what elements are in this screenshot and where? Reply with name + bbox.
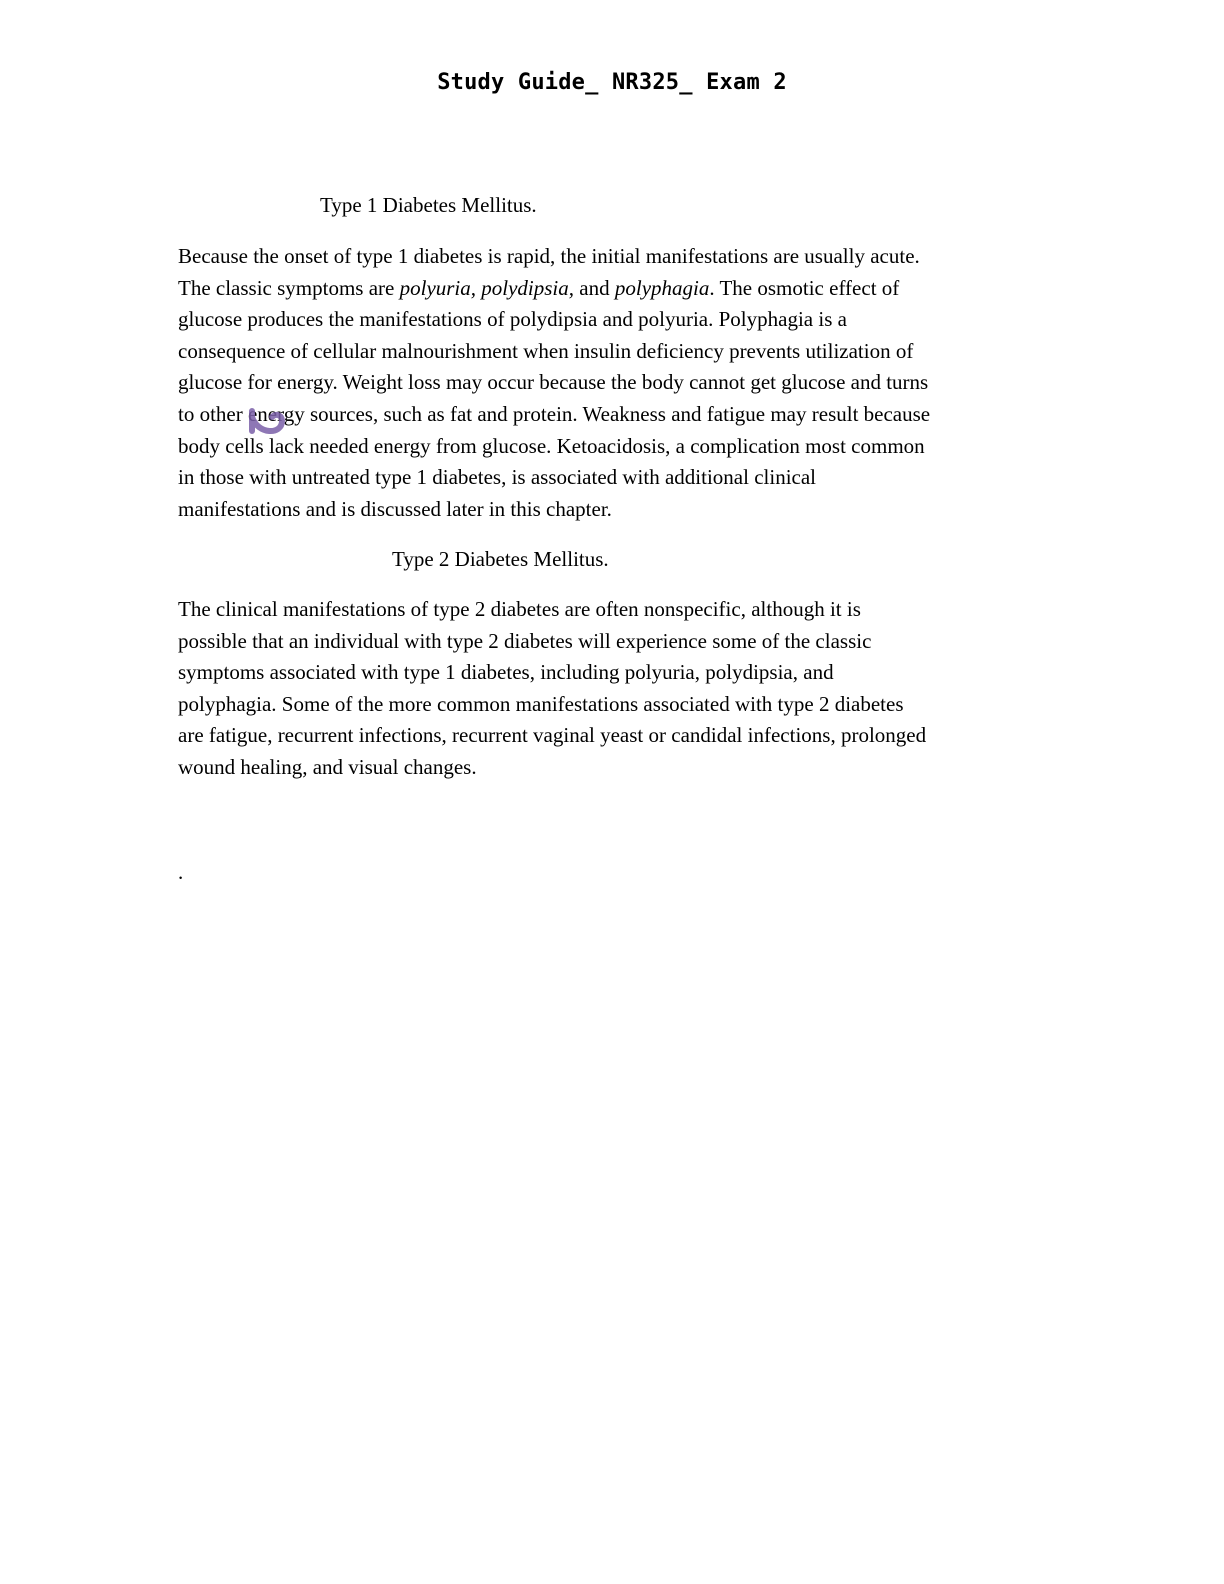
italic-term: polyuria, polydipsia, bbox=[399, 275, 575, 300]
paragraph-line bbox=[178, 241, 1038, 273]
paragraph-type-1 bbox=[178, 241, 1038, 525]
text-run: The classic symptoms are bbox=[178, 275, 400, 300]
paragraph-line bbox=[178, 494, 1038, 526]
text-run: symptoms associated with type 1 diabetes, including polyuria, polydipsia, and bbox=[178, 660, 834, 685]
paragraph-line bbox=[178, 626, 1038, 658]
text-run: in those with untreated type 1 diabetes, is associated with additional clinical bbox=[178, 465, 816, 490]
text-run: wound healing, and visual changes. bbox=[178, 754, 477, 779]
paragraph-line bbox=[178, 462, 1038, 494]
paragraph-line bbox=[178, 657, 1038, 689]
text-run: Because the onset of type 1 diabetes is rapid, the initial manifestations are usually acute. bbox=[178, 244, 920, 268]
text-run: consequence of cellular malnourishment when insulin deficiency prevents utilization of bbox=[178, 338, 914, 363]
paragraph-line bbox=[178, 752, 1038, 784]
paragraph-line bbox=[178, 367, 1038, 399]
text-run: glucose produces the manifestations of polydipsia and polyuria. Polyphagia is a bbox=[178, 307, 847, 332]
paragraph-line bbox=[178, 336, 1038, 368]
text-run: The clinical manifestations of type 2 diabetes are often nonspecific, although it is bbox=[178, 597, 861, 621]
watermark-logo-icon bbox=[248, 407, 288, 437]
text-run: polyphagia. Some of the more common manifestations associated with type 2 diabetes bbox=[178, 691, 904, 716]
page-title: Study Guide_ NR325_ Exam 2 bbox=[437, 70, 787, 95]
paragraph-line bbox=[178, 304, 1038, 336]
paragraph-type-2 bbox=[178, 594, 1038, 784]
paragraph-line bbox=[178, 431, 1038, 463]
section-heading-type-1: Type 1 Diabetes Mellitus. bbox=[320, 193, 537, 217]
text-run: body cells lack needed energy from glucose. Ketoacidosis, a complication most common bbox=[178, 433, 925, 458]
paragraph-line bbox=[178, 689, 1038, 721]
paragraph-line bbox=[178, 399, 1038, 431]
trailing-period: . bbox=[178, 860, 184, 884]
section-heading-type-2: Type 2 Diabetes Mellitus. bbox=[392, 547, 609, 571]
text-run: . The osmotic effect of bbox=[709, 275, 900, 300]
paragraph-line bbox=[178, 720, 1038, 752]
text-run: possible that an individual with type 2 diabetes will experience some of the classic bbox=[178, 628, 872, 653]
paragraph-line bbox=[178, 594, 1038, 626]
text-run: manifestations and is discussed later in this chapter. bbox=[178, 496, 612, 521]
paragraph-line bbox=[178, 273, 1038, 305]
text-run: glucose for energy. Weight loss may occur because the body cannot get glucose and turns bbox=[178, 370, 929, 395]
italic-term: polyphagia bbox=[614, 275, 710, 300]
text-run: are fatigue, recurrent infections, recurrent vaginal yeast or candidal infections, prolonged bbox=[178, 723, 927, 748]
text-run: and bbox=[574, 275, 615, 300]
text-run: to other energy sources, such as fat and protein. Weakness and fatigue may result because bbox=[178, 401, 931, 426]
